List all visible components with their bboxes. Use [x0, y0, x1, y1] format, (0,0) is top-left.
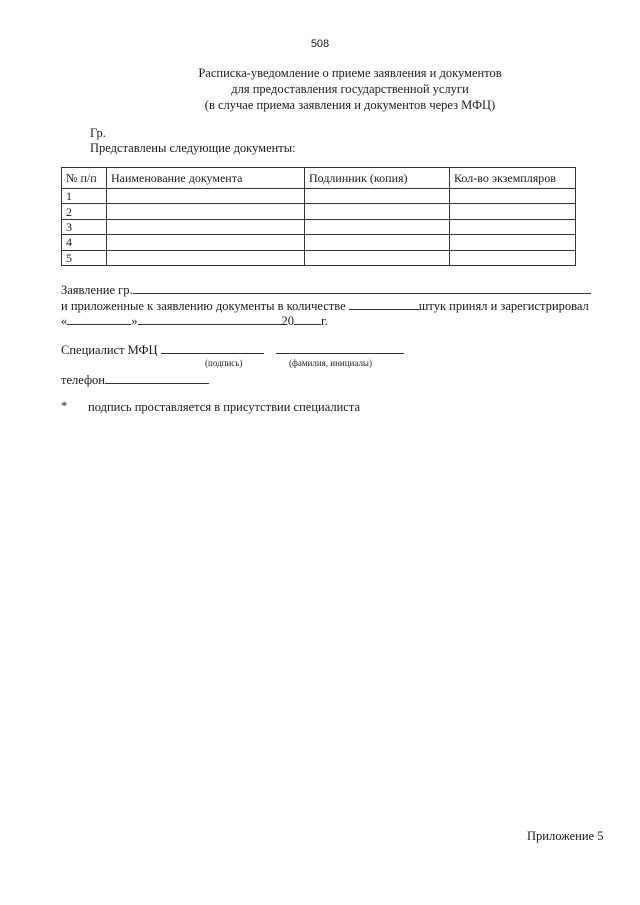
- attached-documents-line: [61, 298, 589, 314]
- date-suffix: г.: [321, 314, 328, 328]
- date-month-field[interactable]: [138, 313, 282, 325]
- statement-label: Заявление гр.: [61, 283, 133, 297]
- copies-count-cell[interactable]: [450, 204, 576, 219]
- table-row: [62, 235, 576, 250]
- documents-table: [61, 167, 576, 266]
- date-close-quote: »: [131, 314, 138, 328]
- documents-presented-label: Представлены следующие документы:: [90, 141, 296, 155]
- document-name-cell[interactable]: [107, 235, 305, 250]
- name-initials-hint: (фамилия, инициалы): [289, 358, 372, 368]
- signature-hint: (подпись): [205, 358, 243, 368]
- specialist-label: Специалист МФЦ: [61, 343, 158, 357]
- phone-field[interactable]: [105, 372, 209, 384]
- phone-line: [61, 372, 209, 388]
- page-number: 508: [310, 38, 330, 50]
- original-copy-cell[interactable]: [305, 204, 450, 219]
- table-row: [62, 250, 576, 265]
- footnote-text: подпись проставляется в присутствии специалиста: [88, 400, 360, 414]
- table-row: [62, 219, 576, 234]
- citizen-label: Гр.: [90, 126, 106, 140]
- row-number: 5: [62, 250, 107, 265]
- document-title-line-3: (в случае приема заявления и документов через МФЦ): [204, 98, 496, 112]
- documents-count-field[interactable]: [349, 298, 419, 310]
- column-header-number: № п/п: [62, 168, 107, 189]
- row-number: 1: [62, 189, 107, 204]
- document-name-cell[interactable]: [107, 189, 305, 204]
- row-number: 3: [62, 219, 107, 234]
- original-copy-cell[interactable]: [305, 250, 450, 265]
- applicant-name-field[interactable]: [133, 282, 591, 294]
- name-initials-field[interactable]: [276, 342, 404, 354]
- row-number: 4: [62, 235, 107, 250]
- signature-field[interactable]: [161, 342, 264, 354]
- date-year-prefix: 20: [281, 314, 294, 328]
- column-header-document-name: Наименование документа: [107, 168, 305, 189]
- row-number: 2: [62, 204, 107, 219]
- original-copy-cell[interactable]: [305, 235, 450, 250]
- appendix-label: Приложение 5: [527, 829, 604, 843]
- copies-count-cell[interactable]: [450, 250, 576, 265]
- document-name-cell[interactable]: [107, 204, 305, 219]
- document-name-cell[interactable]: [107, 219, 305, 234]
- document-title-line-2: для предоставления государственной услуги: [231, 82, 469, 96]
- date-day-field[interactable]: [67, 313, 131, 325]
- attached-text-end: штук принял и зарегистрировал: [418, 299, 589, 313]
- copies-count-cell[interactable]: [450, 189, 576, 204]
- table-header-row: [62, 168, 576, 189]
- date-year-field[interactable]: [294, 313, 321, 325]
- document-name-cell[interactable]: [107, 250, 305, 265]
- original-copy-cell[interactable]: [305, 219, 450, 234]
- table-row: [62, 189, 576, 204]
- specialist-line: [61, 342, 404, 358]
- document-title-line-1: Расписка-уведомление о приеме заявления и документов: [198, 66, 502, 80]
- date-line: [61, 313, 328, 329]
- statement-line: [61, 282, 591, 298]
- footnote-mark: *: [61, 399, 68, 413]
- copies-count-cell[interactable]: [450, 235, 576, 250]
- table-row: [62, 204, 576, 219]
- phone-label: телефон: [61, 373, 105, 387]
- column-header-original-copy: Подлинник (копия): [305, 168, 450, 189]
- date-open-quote: «: [61, 314, 68, 328]
- copies-count-cell[interactable]: [450, 219, 576, 234]
- attached-text-start: и приложенные к заявлению документы в количестве: [61, 299, 346, 313]
- original-copy-cell[interactable]: [305, 189, 450, 204]
- column-header-copies-count: Кол-во экземпляров: [450, 168, 576, 189]
